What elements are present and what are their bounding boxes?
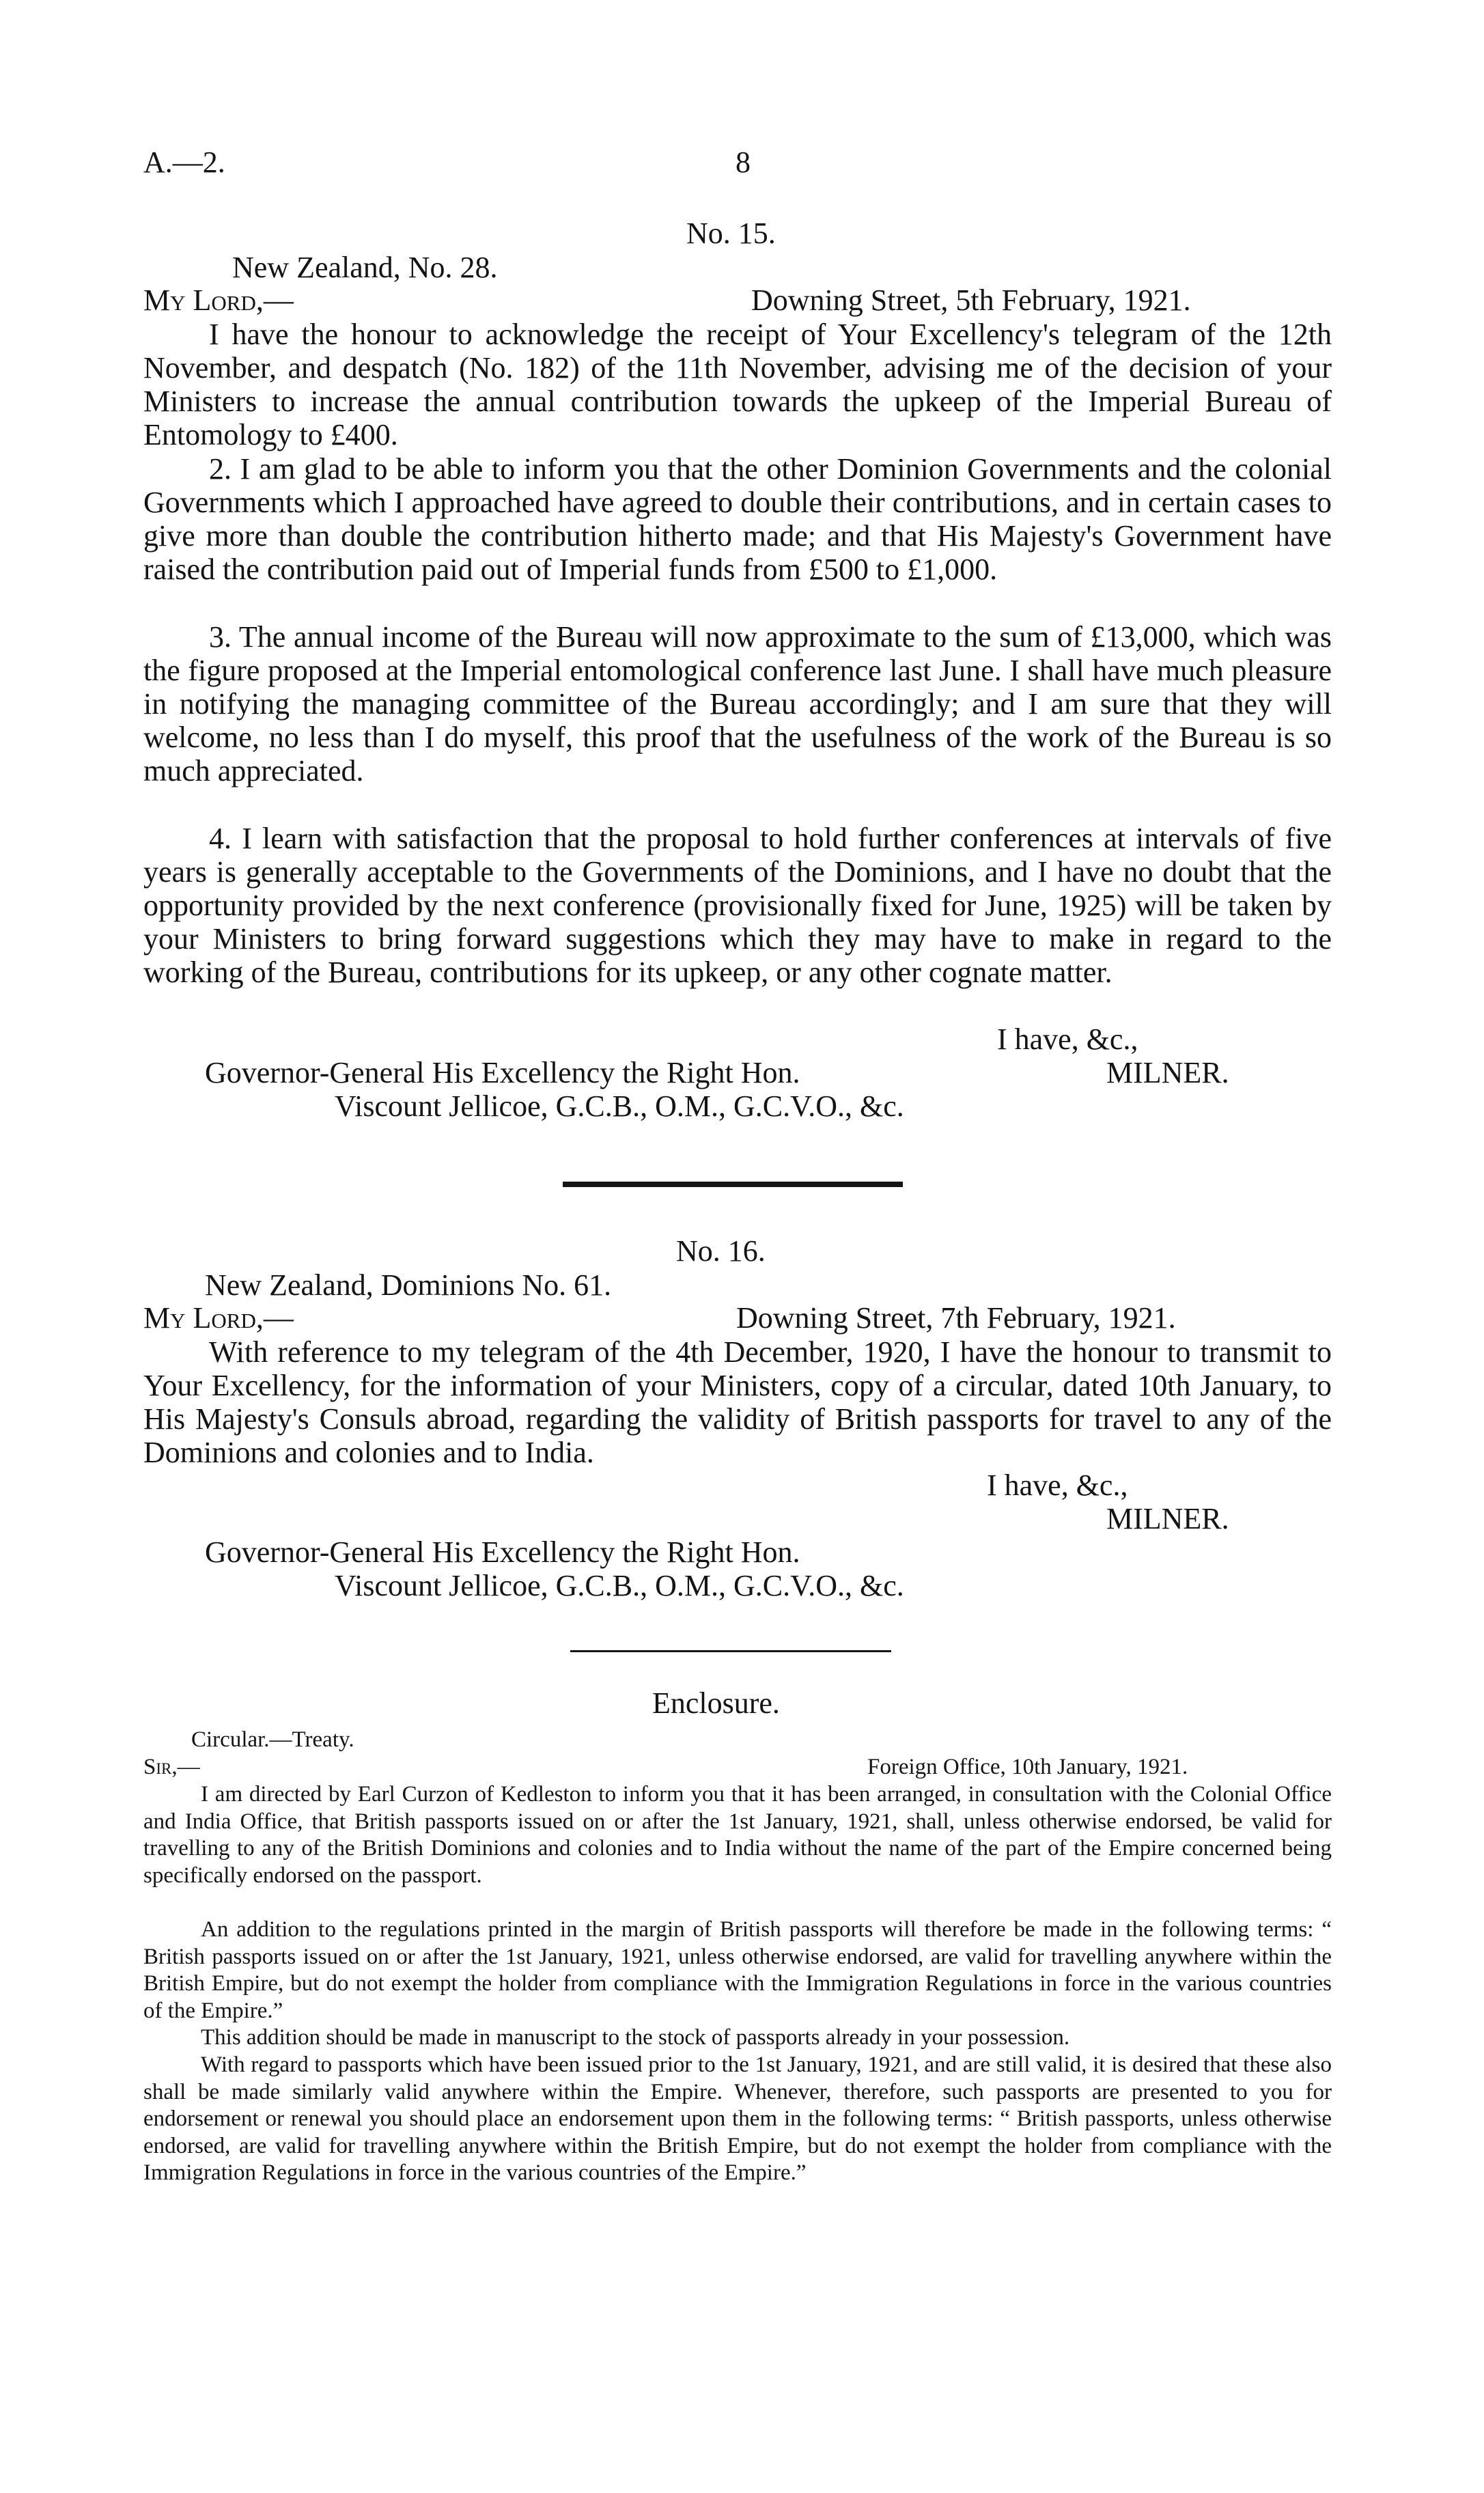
letter-15-paragraph-3: 3. The annual income of the Bureau will now approximate to the sum of £13,000, which was the figure proposed at the Imperial entomological conference last June. I shall have much pleasure in notifying the managing committee of the Bureau accordingly; and I am sure that they will welcome, no less than I do myself, this proof that the usefulness of the work of the Bureau is so much appreciated.	[143, 620, 1332, 788]
letter-16-signature: MILNER.	[1106, 1502, 1229, 1535]
letter-16-place-date: Downing Street, 7th February, 1921.	[736, 1301, 1176, 1335]
letter-16-number: No. 16.	[676, 1234, 766, 1268]
letter-16-salutation: My Lord,—	[143, 1301, 294, 1335]
enclosure-salutation: Sir,—	[143, 1755, 200, 1779]
letter-15-addressee-line-2: Viscount Jellicoe, G.C.B., O.M., G.C.V.O., &c.	[335, 1089, 904, 1123]
letter-15-paragraph-2: 2. I am glad to be able to inform you that the other Dominion Governments and the colonial Governments which I approached have agreed to double their contributions, and in certain cases to give more than double the contribution hitherto made; and that His Majesty's Government have raised the contribution paid out of Imperial funds from £500 to £1,000.	[143, 452, 1332, 586]
letter-16-body: With reference to my telegram of the 4th December, 1920, I have the honour to transmit to Your Excellency, for the information of your Ministers, copy of a circular, dated 10th January, to His Majesty's Consuls abroad, regarding the validity of British passports for travel to any of the Dominions and colonies and to India.	[143, 1335, 1332, 1469]
letter-15-signature: MILNER.	[1106, 1056, 1229, 1089]
letter-16-closing: I have, &c.,	[987, 1468, 1128, 1502]
enclosure-place-date: Foreign Office, 10th January, 1921.	[867, 1755, 1188, 1779]
letter-16-series: New Zealand, Dominions No. 61.	[205, 1268, 612, 1302]
enclosure-paragraph-3: This addition should be made in manuscript to the stock of passports already in your possession.	[201, 2025, 1070, 2050]
page-number: 8	[736, 145, 751, 179]
enclosure-title: Enclosure.	[652, 1686, 780, 1720]
letter-16-addressee-line-2: Viscount Jellicoe, G.C.B., O.M., G.C.V.O., &c.	[335, 1569, 904, 1602]
letter-15-place-date: Downing Street, 5th February, 1921.	[751, 283, 1191, 317]
letter-15-number: No. 15.	[686, 217, 776, 250]
letter-15-paragraph-4: 4. I learn with satisfaction that the proposal to hold further conferences at intervals of five years is generally acceptable to the Governments of the Dominions, and I have no doubt that the opportunity provided by the next conference (provisionally fixed for June, 1925) will be taken by your Ministers to bring forward suggestions which they may have to make in regard to the working of the Bureau, contributions for its upkeep, or any other cognate matter.	[143, 822, 1332, 989]
section-divider	[563, 1182, 903, 1187]
enclosure-divider	[570, 1650, 891, 1652]
letter-15-salutation: My Lord,—	[143, 283, 294, 317]
letter-15-addressee-line-1: Governor-General His Excellency the Right Hon.	[205, 1056, 800, 1089]
enclosure-paragraph-4: With regard to passports which have been issued prior to the 1st January, 1921, and are still valid, it is desired that these also shall be made similarly valid anywhere within the Empire. Whenever, therefore, such passports are presented to you for endorsement or renewal you should place an endorsement upon them in the following terms: “ British passports, unless otherwise endorsed, are valid for travelling anywhere within the British Empire, but do not exempt the holder from compliance with the Immigration Regulations in force in the various countries of the Empire.”	[143, 2052, 1332, 2185]
enclosure-paragraph-2: An addition to the regulations printed in the margin of British passports will therefore be made in the following terms: “ British passports issued on or after the 1st January, 1921, unless otherwise endorsed, are valid for travelling anywhere within the British Empire, but do not exempt the holder from compliance with the Immigration Regulations in force in the various countries of the Empire.”	[143, 1917, 1332, 2023]
document-reference: A.—2.	[143, 145, 225, 179]
letter-15-closing: I have, &c.,	[997, 1022, 1138, 1056]
letter-16-addressee-line-1: Governor-General His Excellency the Right Hon.	[205, 1535, 800, 1569]
enclosure-paragraph-1: I am directed by Earl Curzon of Kedleston to inform you that it has been arranged, in consultation with the Colonial Office and India Office, that British passports issued on or after the 1st January, 1921, shall, unless otherwise endorsed, be valid for travelling to any of the British Dominions and colonies and to India without the name of the part of the Empire concerned being specifically endorsed on the passport.	[143, 1782, 1332, 1888]
letter-15-paragraph-1: I have the honour to acknowledge the receipt of Your Excellency's telegram of the 12th November, and despatch (No. 182) of the 11th November, advising me of the decision of your Ministers to increase the annual contribution towards the upkeep of the Imperial Bureau of Entomology to £400.	[143, 318, 1332, 451]
letter-15-series: New Zealand, No. 28.	[232, 251, 498, 284]
enclosure-circular-label: Circular.—Treaty.	[191, 1727, 354, 1752]
